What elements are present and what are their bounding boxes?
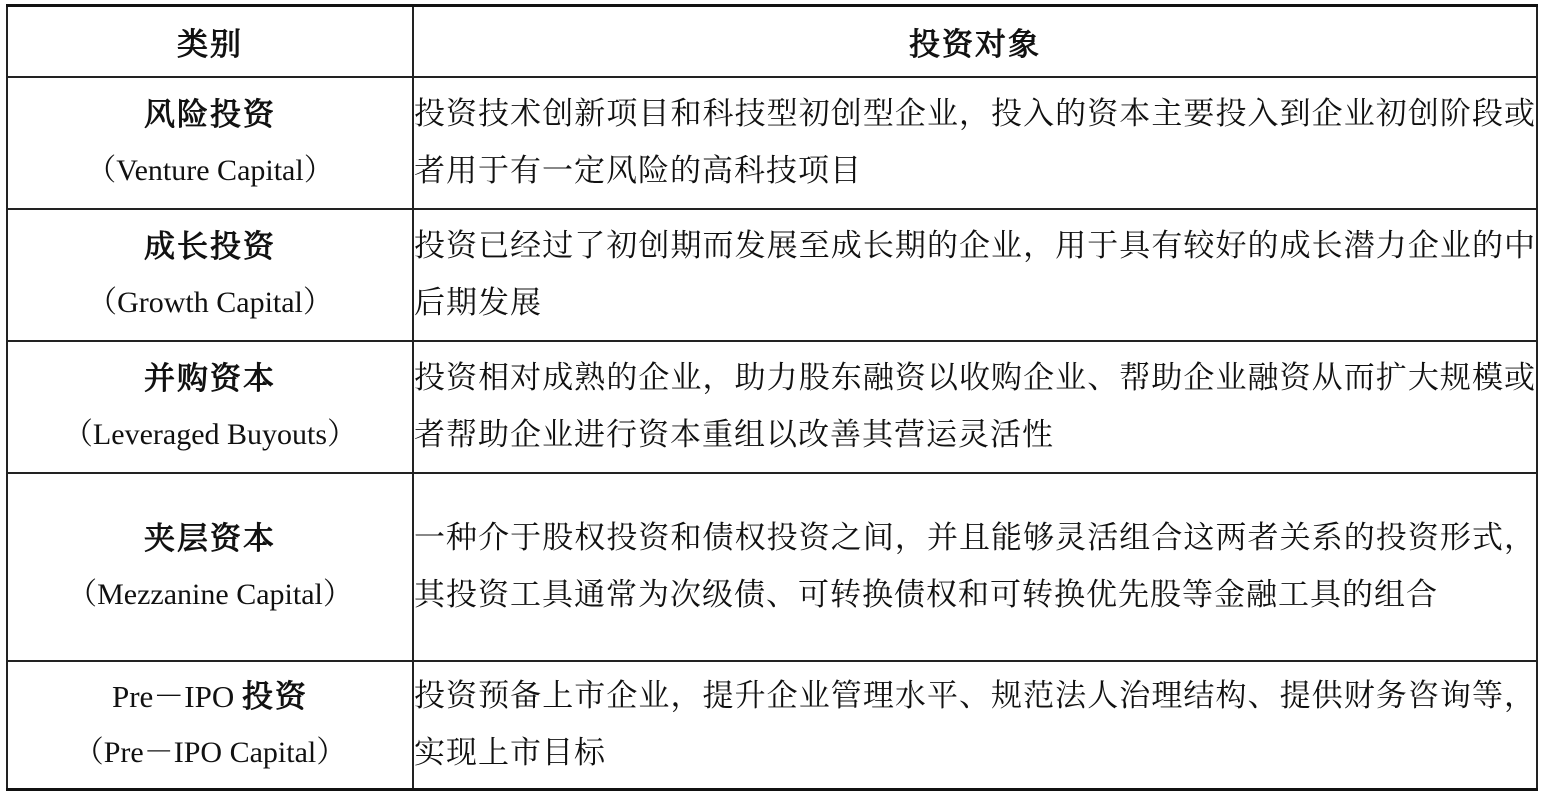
category-cell	[7, 661, 413, 790]
category-name-cn: 成长投资	[144, 229, 276, 265]
table-row	[7, 473, 1537, 661]
category-name-prefix: Pre－IPO	[111, 679, 243, 714]
category-name-en: （Mezzanine Capital）	[67, 578, 353, 611]
category-name-mixed	[8, 669, 412, 725]
description-cell: 投资已经过了初创期而发展至成长期的企业，用于具有较好的成长潜力企业的中后期发展	[413, 209, 1537, 341]
description-cell: 投资相对成熟的企业，助力股东融资以收购企业、帮助企业融资从而扩大规模或者帮助企业进行资本重组以改善其营运灵活性	[413, 341, 1537, 473]
category-name-en: （Leveraged Buyouts）	[62, 418, 358, 451]
category-name-en: （Growth Capital）	[87, 286, 333, 319]
category-name-en: （Venture Capital）	[86, 154, 334, 187]
description-cell: 投资技术创新项目和科技型初创型企业，投入的资本主要投入到企业初创阶段或者用于有一定风险的高科技项目	[413, 77, 1537, 209]
description-cell: 投资预备上市企业，提升企业管理水平、规范法人治理结构、提供财务咨询等，实现上市目标	[413, 661, 1537, 790]
table-header-row	[7, 6, 1537, 78]
header-investment-target: 投资对象	[413, 6, 1537, 78]
category-cell	[7, 341, 413, 473]
table-row	[7, 209, 1537, 341]
category-name-en: （Pre－IPO Capital）	[73, 736, 347, 769]
category-name-cn: 投资	[242, 679, 309, 715]
investment-types-table	[6, 4, 1538, 791]
category-name-cn: 并购资本	[144, 361, 276, 397]
category-name-cn: 夹层资本	[144, 521, 276, 557]
category-cell	[7, 209, 413, 341]
description-cell: 一种介于股权投资和债权投资之间，并且能够灵活组合这两者关系的投资形式，其投资工具通常为次级债、可转换债权和可转换优先股等金融工具的组合	[413, 473, 1537, 661]
category-cell	[7, 473, 413, 661]
category-name-cn: 风险投资	[144, 97, 276, 133]
category-cell	[7, 77, 413, 209]
table-row	[7, 77, 1537, 209]
header-category: 类别	[7, 6, 413, 78]
table-row	[7, 661, 1537, 790]
table-row	[7, 341, 1537, 473]
